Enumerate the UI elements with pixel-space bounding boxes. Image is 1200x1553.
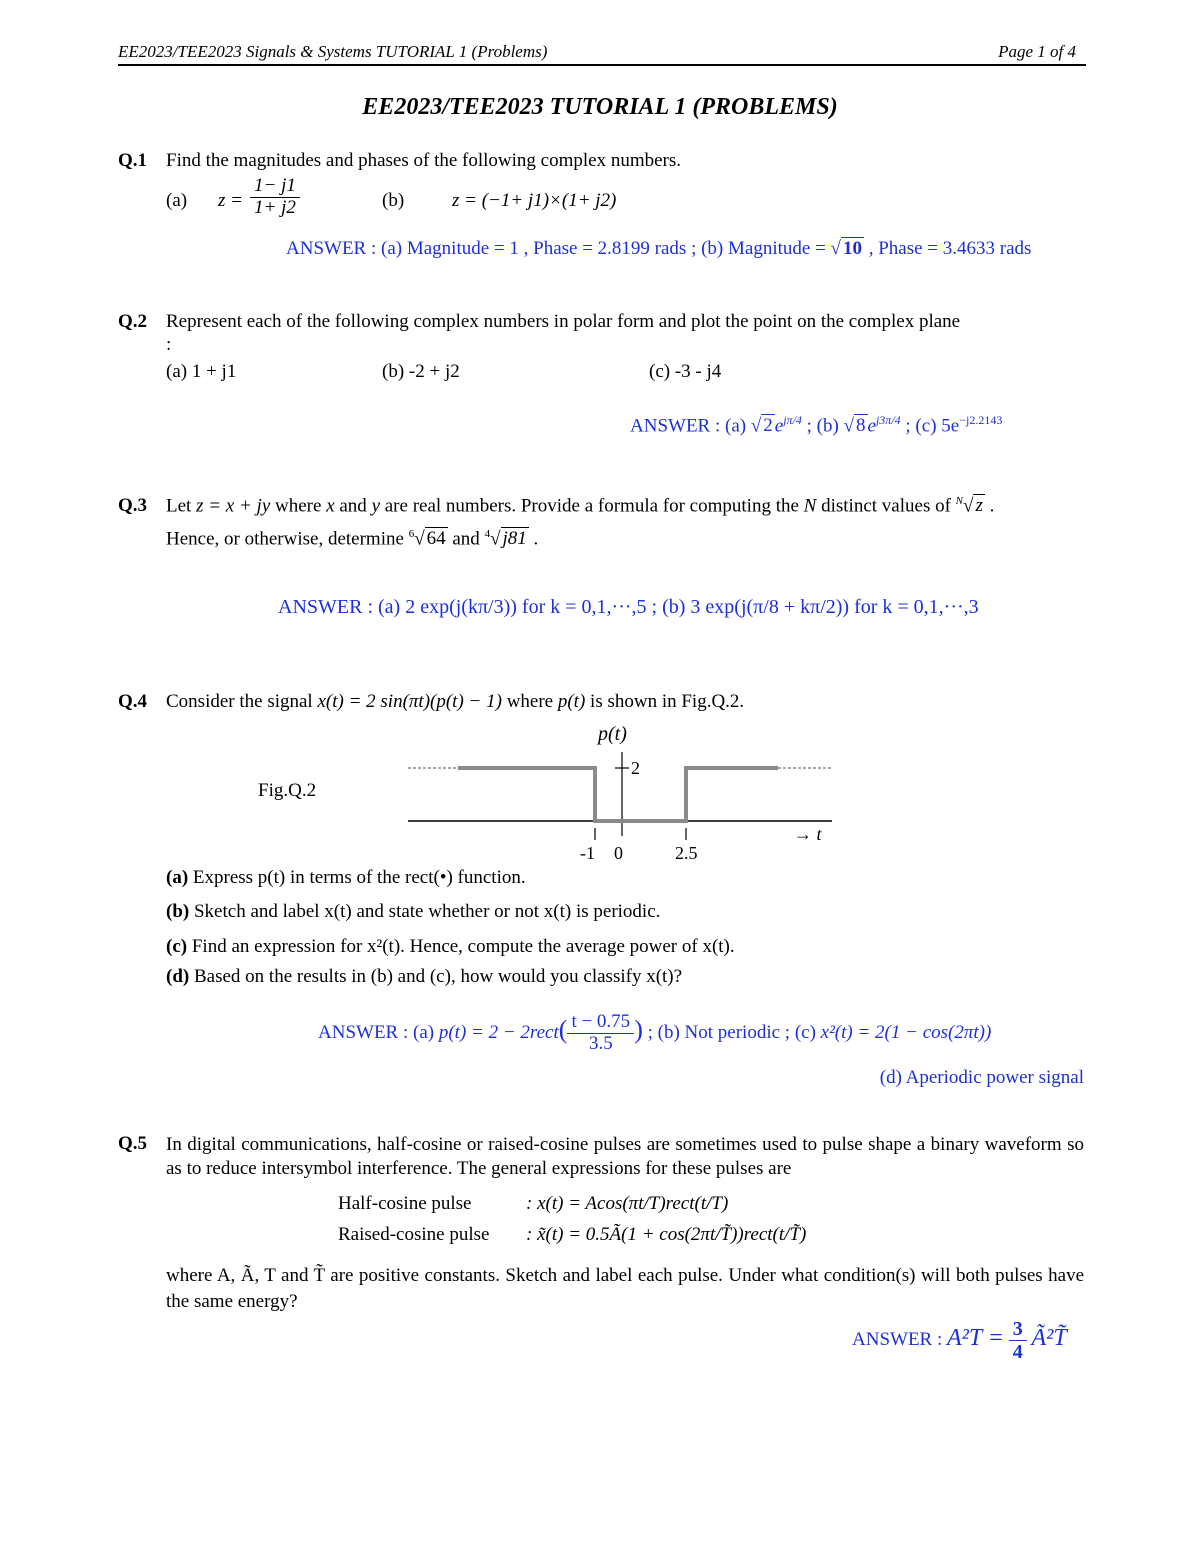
q5-answer-lhs: A²T =	[947, 1324, 1004, 1351]
q3-root-z: z	[975, 495, 983, 517]
q2-answer-c-exp: −j2.2143	[959, 413, 1003, 427]
t-axis-label: → t	[794, 824, 822, 844]
q3-answer-b-label: ; (b)	[651, 596, 686, 618]
q1-a-numerator: 1− j1	[250, 176, 300, 198]
q4-answer-d: (d) Aperiodic power signal	[879, 1067, 1084, 1088]
q2-label: Q.2	[118, 311, 148, 332]
q3-line1-end: .	[989, 495, 995, 517]
q1-answer-post: , Phase = 3.4633 rads	[868, 238, 1032, 259]
q1-a-denominator: 1+ j2	[254, 196, 296, 218]
q1-question	[118, 150, 147, 172]
q2-answer-c-base: 5e	[941, 415, 960, 437]
q2-answer-b-root: 8	[856, 415, 866, 437]
q2-answer-a-base: e	[774, 415, 784, 437]
q3-line2: Hence, or otherwise, determine $^6$√ 64 and $^4$√ j81 .	[166, 528, 539, 550]
q2-a: (a) 1 + j1	[166, 361, 237, 382]
q3-N: N	[803, 495, 817, 517]
q4-answer-b: ; (b) Not periodic ; (c)	[647, 1021, 816, 1043]
q1-b-expression: z = (−1+ j1)×(1+ j2)	[452, 190, 617, 211]
q4-item-c-label: (c)	[166, 936, 188, 957]
q4-answer-c: x²(t) = 2(1 − cos(2πt))	[820, 1021, 992, 1043]
q4-text-consider: Consider the signal	[166, 691, 313, 712]
q2-answer: ANSWER : (a) √ 2 $e^{j\pi/4}$ ; (b) √ 8 $e^{j3\pi/4}$ ; (c) $5e^{-j2.2143}$	[630, 413, 1003, 437]
q4-item-a-label: (a)	[166, 867, 189, 888]
q5-where-text: where A, Ã, T and T̃ are positive constants. Sketch and label each pulse. Under what condition(s) will both pulses have the same energy?	[166, 1265, 1084, 1312]
q5-answer-label: ANSWER :	[852, 1328, 943, 1350]
q3-root1-arg: 64	[426, 528, 446, 550]
q4-answer-a-num: t − 0.75	[567, 1012, 634, 1034]
q3-root-index: N	[955, 495, 964, 507]
q4-text	[166, 691, 744, 713]
q4-item-d-label: (d)	[166, 966, 190, 987]
q3-answer-label: ANSWER : (a)	[278, 596, 401, 618]
q4-answer: ANSWER : (a) p(t) = 2 − 2rect( $\frac{t - 0.75}{3.5}$ ) ; (b) Not periodic ; (c) x²(t) = 2(1 − cos(2πt))	[318, 1011, 992, 1054]
q3-text-where: where	[275, 495, 322, 517]
q3-y: y	[371, 495, 380, 517]
fig-q2-plot	[400, 718, 850, 868]
q4-text-shown: is shown in Fig.Q.2.	[590, 691, 745, 712]
q4-item-a	[166, 867, 526, 889]
q2-c: (c) -3 - j4	[649, 361, 722, 382]
q2-answer-sep1: ; (b)	[806, 415, 839, 437]
x-tick-label-minus1: -1	[580, 843, 595, 863]
q4-label: Q.4	[118, 691, 148, 712]
q1-answer-sqrt: 10	[842, 238, 862, 259]
q2-answer-b-base: e	[867, 415, 876, 437]
x-tick-label-0: 0	[614, 843, 623, 863]
q2-answer-sep2: ; (c)	[905, 415, 937, 437]
q4-item-c-text: Find an expression for x²(t). Hence, compute the average power of x(t).	[191, 936, 735, 957]
q4-answer-a-lhs: p(t) = 2 − 2rect	[438, 1021, 559, 1043]
q4-item-b	[166, 901, 660, 923]
page-header	[118, 40, 1086, 66]
q4-text-where: where	[506, 691, 554, 712]
q5-answer-rhs: Ã²T̃	[1031, 1324, 1067, 1351]
q3-text-and: and	[339, 495, 367, 517]
q4-item-d	[166, 966, 682, 988]
y-tick-label: 2	[631, 758, 640, 778]
q1-answer: ANSWER : (a) Magnitude = 1 , Phase = 2.8199 rads ; (b) Magnitude = √ 10 , Phase = 3.4633 rads	[286, 238, 1032, 259]
q1-text: Find the magnitudes and phases of the following complex numbers.	[166, 150, 682, 171]
q5-raised-cosine-name: Raised-cosine pulse	[338, 1224, 490, 1245]
q3-text-distinct: distinct values of	[821, 495, 951, 517]
q2-colon: :	[166, 334, 172, 355]
q5-answer	[852, 1318, 1067, 1363]
q1-answer-pre: ANSWER : (a) Magnitude = 1 , Phase = 2.8199 rads ; (b) Magnitude =	[286, 238, 826, 259]
q5-answer-num: 3	[1009, 1318, 1027, 1341]
q3-text-and2: and	[452, 528, 480, 550]
q4-item-c	[166, 936, 735, 958]
q3-answer-b: 3 exp(j(π/8 + kπ/2)) for k = 0,1,···,3	[690, 596, 979, 618]
q3-root2-index: 4	[484, 528, 491, 540]
q4-answer-a-den: 3.5	[588, 1032, 613, 1054]
q2-text: Represent each of the following complex numbers in polar form and plot the point on the complex plane	[166, 311, 961, 332]
q3-root1-index: 6	[408, 528, 415, 540]
q4-item-a-text: Express p(t) in terms of the rect(•) function.	[192, 867, 526, 888]
q5-paragraph: In digital communications, half-cosine or raised-cosine pulses are sometimes used to pulse shape a binary waveform so as to reduce intersymbol interference. The general expressions for these pulses are	[166, 1134, 1084, 1179]
header-course-title: EE2023/TEE2023 Signals & Systems TUTORIAL 1 (Problems)	[118, 42, 548, 61]
q2-answer-label: ANSWER : (a)	[630, 415, 747, 437]
q4-signal-def: x(t) = 2 sin(πt)(p(t) − 1)	[317, 691, 502, 712]
q2-answer-a-root: 2	[763, 415, 773, 437]
q4-item-b-label: (b)	[166, 901, 190, 922]
q1-a-fraction	[250, 176, 300, 219]
q3-answer	[278, 596, 979, 619]
q3-answer-a: 2 exp(j(kπ/3)) for k = 0,1,···,5	[405, 596, 647, 618]
q3-x: x	[326, 495, 335, 517]
q4-pt: p(t)	[557, 691, 586, 712]
q3-label: Q.3	[118, 495, 148, 516]
q3-text-hence: Hence, or otherwise, determine	[166, 528, 404, 550]
q1-a-label: (a)	[166, 190, 188, 211]
q1-label: Q.1	[118, 150, 148, 171]
q5-half-cosine-name: Half-cosine pulse	[338, 1193, 472, 1214]
q3-line2-end: .	[533, 528, 539, 550]
q4-item-b-text: Sketch and label x(t) and state whether or not x(t) is periodic.	[193, 901, 661, 922]
q4-answer-label: ANSWER : (a)	[318, 1021, 435, 1043]
q5-label: Q.5	[118, 1133, 148, 1154]
q3-z-def: z = x + jy	[196, 495, 271, 517]
pt-waveform	[458, 768, 778, 821]
fig-q2-label: Fig.Q.2	[258, 780, 317, 801]
q1-a-lhs: z =	[218, 190, 243, 211]
q3-line1: Let z = x + jy where x and y are real numbers. Provide a formula for computing the N distinct values of $^N$√ z .	[166, 495, 995, 517]
q2-answer-b-exp: j3π/4	[875, 413, 901, 427]
q5-answer-den: 4	[1012, 1341, 1023, 1363]
q5-half-cosine-expr: : x(t) = Acos(πt/T)rect(t/T)	[526, 1193, 729, 1214]
q1-b-label: (b)	[382, 190, 405, 211]
q3-text-let: Let	[166, 495, 192, 517]
plot-title: p(t)	[598, 723, 627, 745]
q5-raised-cosine-expr: : x̃(t) = 0.5Ã(1 + cos(2πt/T̃))rect(t/T̃)	[526, 1224, 807, 1245]
q3-root2-arg: j81	[502, 528, 527, 550]
header-page-number: Page 1 of 4	[998, 42, 1076, 61]
q2-b: (b) -2 + j2	[382, 361, 460, 382]
q4-item-d-text: Based on the results in (b) and (c), how would you classify x(t)?	[193, 966, 683, 987]
x-tick-label-2p5: 2.5	[675, 843, 698, 863]
document-title: EE2023/TEE2023 TUTORIAL 1 (PROBLEMS)	[362, 94, 838, 120]
q3-text-provide: are real numbers. Provide a formula for computing the	[384, 495, 799, 517]
q2-answer-a-exp: jπ/4	[783, 413, 802, 427]
